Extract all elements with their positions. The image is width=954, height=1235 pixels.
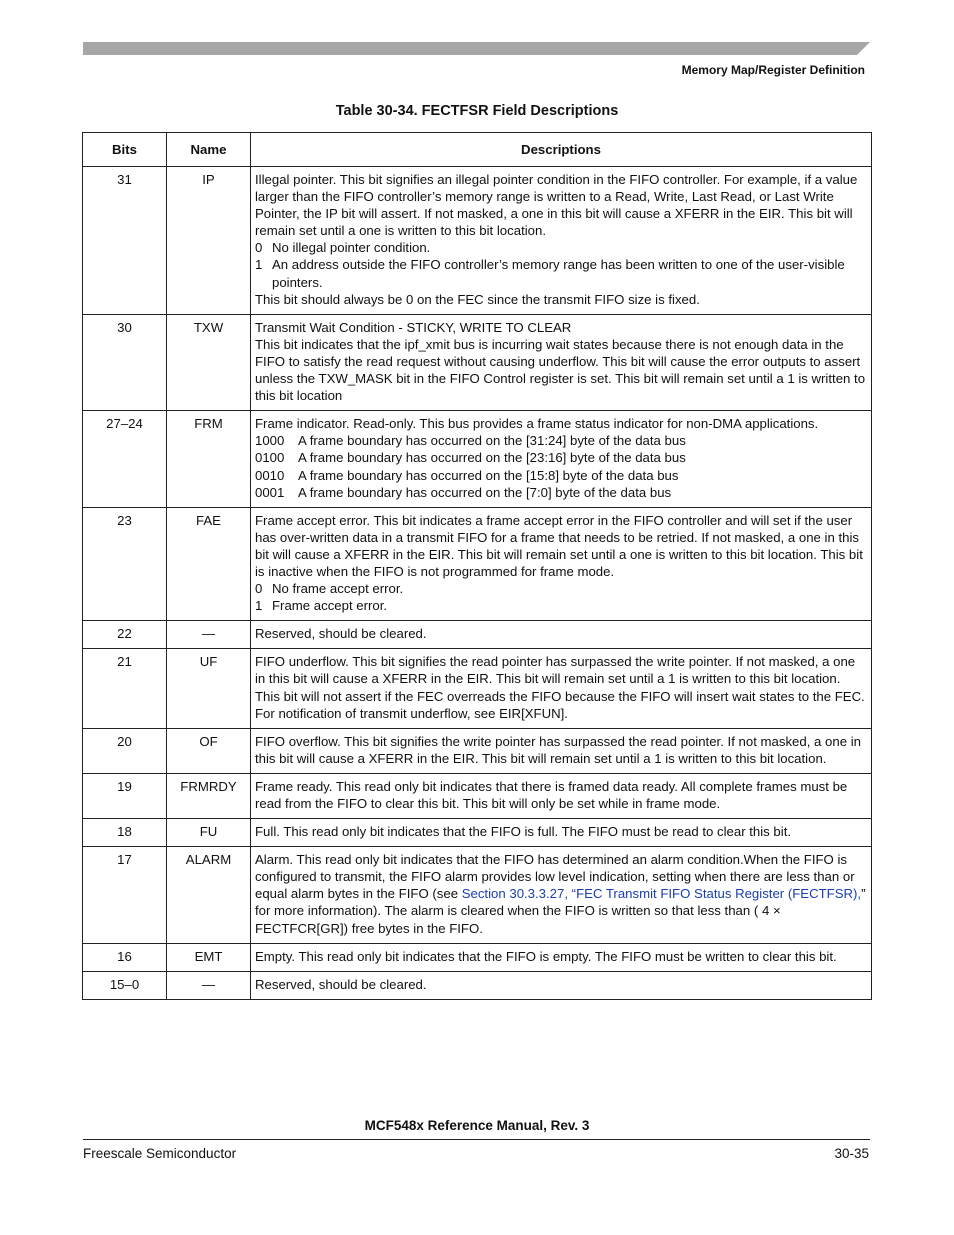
name-cell: FAE bbox=[167, 507, 251, 621]
footer-divider bbox=[83, 1139, 870, 1140]
description-cell bbox=[251, 411, 872, 507]
bits-cell: 21 bbox=[83, 649, 167, 728]
table-row bbox=[83, 167, 872, 315]
description-note: This bit should always be 0 on the FEC since the transmit FIFO size is fixed. bbox=[255, 291, 700, 307]
column-header-bits: Bits bbox=[83, 133, 167, 167]
field-descriptions-table bbox=[82, 132, 872, 1000]
description-text: FIFO underflow. This bit signifies the read pointer has surpassed the write pointer. If not masked, a one in this bit will cause a XFERR in the EIR. This bit will remain set until a 1 is written to this bit location. This bit will not assert if the FEC overreads the FIFO because the FIFO will insert wait states to the FEC. For notification of transmit underflow, see EIR[XFUN]. bbox=[255, 654, 865, 721]
table-row bbox=[83, 411, 872, 507]
enum-item bbox=[255, 467, 867, 484]
enum-text: A frame boundary has occurred on the [31:24] byte of the data bus bbox=[298, 433, 686, 449]
description-text: This bit indicates that the ipf_xmit bus is incurring wait states because there is not enough data in the FIFO to satisfy the read request without causing underflow. This bit will cause the error outputs to assert unless the TXW_MASK bit in the FIFO Control register is set. This bit will remain set until a 1 is written to this bit location bbox=[255, 336, 866, 404]
bits-cell: 20 bbox=[83, 728, 167, 773]
table-row bbox=[83, 507, 872, 621]
table-header-row bbox=[83, 133, 872, 167]
bits-cell: 22 bbox=[83, 621, 167, 649]
name-cell: ALARM bbox=[167, 847, 251, 943]
enum-text: A frame boundary has occurred on the [15:8] byte of the data bus bbox=[298, 467, 679, 483]
table-row bbox=[83, 819, 872, 847]
description-text: Empty. This read only bit indicates that the FIFO is empty. The FIFO must be written to clear this bit. bbox=[255, 948, 837, 964]
enum-item bbox=[255, 484, 867, 501]
enum-text: No illegal pointer condition. bbox=[272, 240, 431, 256]
name-cell: FRM bbox=[167, 411, 251, 507]
bits-cell: 30 bbox=[83, 314, 167, 410]
enum-item bbox=[255, 432, 867, 449]
section-header-title: Memory Map/Register Definition bbox=[681, 63, 865, 77]
enum-item bbox=[255, 597, 867, 614]
bits-cell: 17 bbox=[83, 847, 167, 943]
enum-code: 1 bbox=[255, 598, 263, 614]
description-text: Illegal pointer. This bit signifies an illegal pointer condition in the FIFO controller. For example, if a value larger than the FIFO controller’s memory range is written to a Read, Write, Last Read, or Last Write Pointer, the IP bit will assert. If not masked, a one in this bit will cause a XFERR in the EIR. This bit will remain set until a one is written to this bit location. bbox=[255, 172, 858, 239]
enum-text: An address outside the FIFO controller’s memory range has been written to one of the user-visible pointers. bbox=[272, 257, 845, 290]
footer-manual-title: MCF548x Reference Manual, Rev. 3 bbox=[364, 1118, 590, 1133]
table-title: Table 30-34. FECTFSR Field Descriptions bbox=[335, 103, 619, 119]
description-cell bbox=[251, 943, 872, 971]
description-text: Reserved, should be cleared. bbox=[255, 626, 427, 642]
description-cell bbox=[251, 649, 872, 728]
bits-cell: 15–0 bbox=[83, 971, 167, 999]
table-row bbox=[83, 649, 872, 728]
description-cell bbox=[251, 847, 872, 943]
name-cell: EMT bbox=[167, 943, 251, 971]
description-cell bbox=[251, 507, 872, 621]
enum-code: 0010 bbox=[255, 467, 285, 483]
description-text: Frame accept error. This bit indicates a frame accept error in the FIFO controller and will set if the user has over-written data in a transmit FIFO for a frame that needs to be retried. If not masked, a one in this bit will cause a XFERR in the EIR. This bit will remain set until a one is written to this bit location. This bit is inactive when the FIFO is not programmed for frame mode. bbox=[255, 512, 863, 579]
enum-code: 0 bbox=[255, 240, 263, 256]
description-cell bbox=[251, 621, 872, 649]
bits-cell: 16 bbox=[83, 943, 167, 971]
name-cell: OF bbox=[167, 728, 251, 773]
name-cell: IP bbox=[167, 167, 251, 315]
enum-code: 0 bbox=[255, 581, 263, 597]
column-header-descriptions: Descriptions bbox=[251, 133, 872, 167]
table-row bbox=[83, 621, 872, 649]
column-header-name: Name bbox=[167, 133, 251, 167]
description-text: Transmit Wait Condition - STICKY, WRITE TO CLEAR bbox=[255, 319, 572, 335]
name-cell: — bbox=[167, 621, 251, 649]
name-cell: UF bbox=[167, 649, 251, 728]
description-text: FIFO overflow. This bit signifies the write pointer has surpassed the read pointer. If not masked, a one in this bit will cause a XFERR in the EIR. This bit will remain set until a 1 is written to this bit location. bbox=[255, 733, 861, 766]
description-cell bbox=[251, 728, 872, 773]
table-row bbox=[83, 773, 872, 818]
bits-cell: 23 bbox=[83, 507, 167, 621]
description-text: Alarm. This read only bit indicates that the FIFO has determined an alarm condition.When the FIFO is configured to transmit, the FIFO alarm provides low level indication, setting when there are less than or equal alarm bytes in the FIFO (see bbox=[255, 852, 855, 902]
description-cell bbox=[251, 773, 872, 818]
enum-code: 0001 bbox=[255, 484, 285, 500]
enum-text: Frame accept error. bbox=[272, 598, 388, 614]
table-row bbox=[83, 728, 872, 773]
enum-text: A frame boundary has occurred on the [23:16] byte of the data bus bbox=[298, 450, 686, 466]
description-cell bbox=[251, 971, 872, 999]
description-text: Frame indicator. Read-only. This bus provides a frame status indicator for non-DMA applications. bbox=[255, 416, 819, 432]
name-cell: — bbox=[167, 971, 251, 999]
section-cross-reference-link[interactable]: Section 30.3.3.27, “FEC Transmit FIFO Status Register (FECTFSR), bbox=[461, 886, 862, 902]
bits-cell: 31 bbox=[83, 167, 167, 315]
enum-item bbox=[255, 580, 867, 597]
description-text: ” for more information). The alarm is cleared when the FIFO is written so that less than ( 4 × FECTFCR[GR]) free bytes in the FIFO. bbox=[255, 886, 866, 936]
name-cell: TXW bbox=[167, 314, 251, 410]
enum-text: A frame boundary has occurred on the [7:0] byte of the data bus bbox=[298, 484, 672, 500]
footer-company: Freescale Semiconductor bbox=[83, 1146, 237, 1161]
description-text: Full. This read only bit indicates that the FIFO is full. The FIFO must be read to clear this bit. bbox=[255, 824, 792, 840]
header-decorative-bar bbox=[83, 42, 870, 55]
name-cell: FRMRDY bbox=[167, 773, 251, 818]
name-cell: FU bbox=[167, 819, 251, 847]
table-row bbox=[83, 971, 872, 999]
description-text: Reserved, should be cleared. bbox=[255, 976, 427, 992]
bits-cell: 27–24 bbox=[83, 411, 167, 507]
enum-code: 1 bbox=[255, 257, 263, 273]
bits-cell: 19 bbox=[83, 773, 167, 818]
footer-page-number: 30-35 bbox=[834, 1146, 869, 1161]
enum-code: 0100 bbox=[255, 450, 285, 466]
description-text: Frame ready. This read only bit indicates that there is framed data ready. All complete frames must be read from the FIFO to clear this bit. This bit will only be set while in frame mode. bbox=[255, 778, 848, 811]
table-row bbox=[83, 943, 872, 971]
enum-code: 1000 bbox=[255, 433, 285, 449]
table-row bbox=[83, 847, 872, 943]
enum-item bbox=[255, 449, 867, 466]
enum-text: No frame accept error. bbox=[272, 581, 404, 597]
enum-item bbox=[255, 256, 867, 290]
bits-cell: 18 bbox=[83, 819, 167, 847]
description-cell bbox=[251, 314, 872, 410]
description-cell bbox=[251, 819, 872, 847]
enum-item bbox=[255, 239, 867, 256]
table-row bbox=[83, 314, 872, 410]
description-cell bbox=[251, 167, 872, 315]
